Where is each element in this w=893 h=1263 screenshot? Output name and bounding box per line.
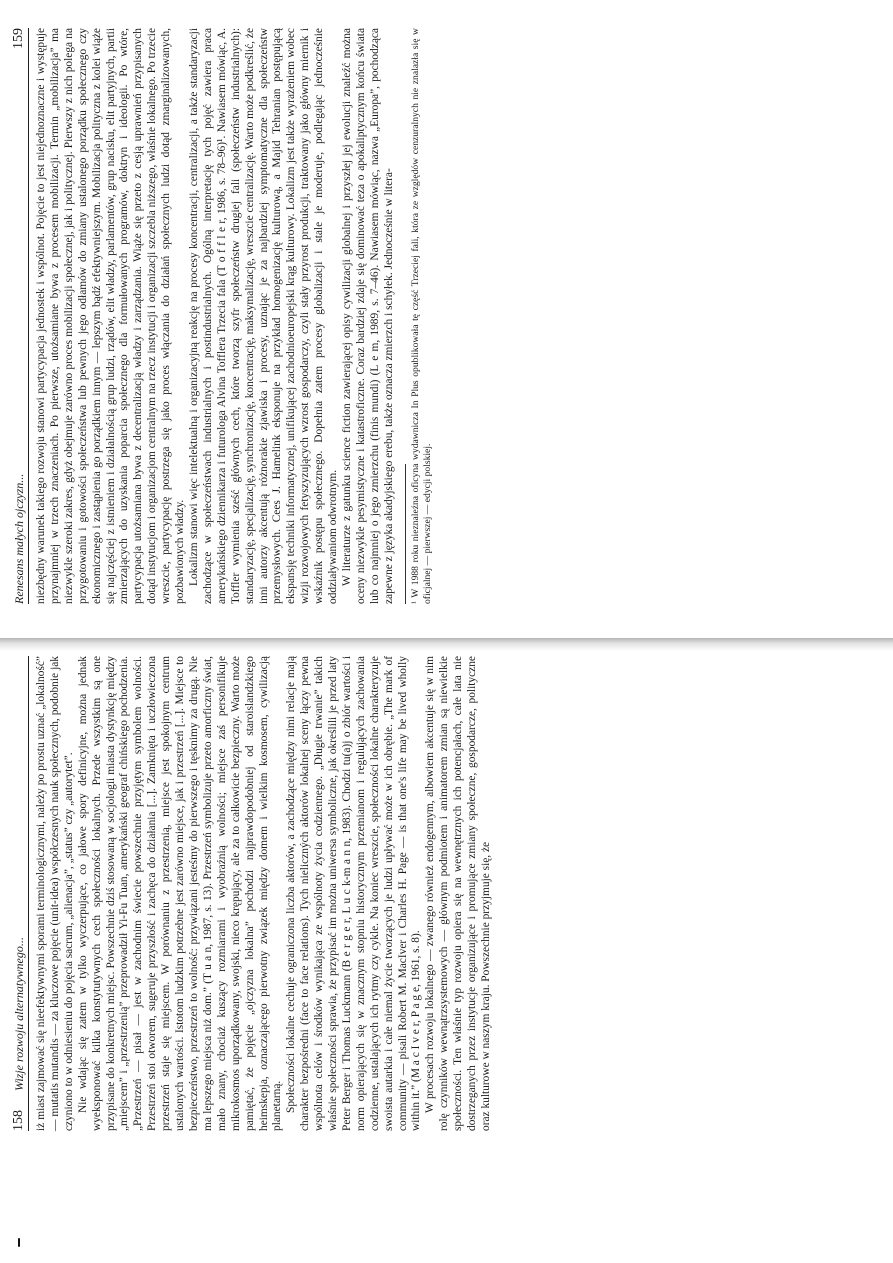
left-running-head: Wizje rozwoju alternatywnego... [12, 937, 26, 1091]
footnote-rule [405, 464, 406, 604]
right-paragraph-2: Lokalizm stanowi więc intelektualną i organizacyjną reakcję na procesy koncentracji, centralizacji, a także standaryzacji zachodzące w społeczeństwach industrialnych i postindustrialnych. Ogólną interpretację tych pojęć zawiera praca amerykańskiego dziennikarza i futurologa Alvina Tofflera Trzecia fala (T o f f l e r, 1986, s. 78–96)¹. Nawiasem mówiąc, A. Toffler wymienia sześć głównych cech, które tworzą szyfr społeczeństw drugiej fali (społeczeństw industrialnych): standaryzację, specjalizację, synchronizację, koncentrację, maksymalizację, wreszcie centralizację. Warto może podkreślić, że inni autorzy akcentują różnorakie zjawiska i procesy, uznając je za najbardziej symptomatyczne dla społeczeństw przemysłowych. Cees J. Hamelink eksponuje na przykład homogenizację kulturową, a Majid Tehranian postępującą ekspansję techniki informatycznej, unifikującej zachodnioeuropejski krąg kulturowy. Lokalizm jest także wyrażeniem wobec wizji rozwojowych fetyszyzujących wzrost gospodarczy, czyli stały przyrost produkcji, traktowany jako główny miernik i wskaźnik postępu społecznego. Dopełnia zatem procesy globalizacji i stale je moderuje, podlegając jednocześnie oddziaływaniom odwrotnym. [187, 28, 340, 604]
right-paragraph-3: W literaturze z gatunku science fiction zawierającej opisy cywilizacji globalnej i przyszłej jej ewolucji znaleźć można oceny niezwykle pesymistyczne i katastroficzne. Coraz bardziej zdaje się dominować teza o apokaliptycznym końcu świata lub co najmniej o jego zmierzchu (finis mundi) (L e m, 1989, s. 7–46). Nawiasem mówiąc, nazwa „Europa”, pochodząca zapewne z języka akadyjskiego erebu, także oznacza zmierzch i schyłek. Jednocześnie w litera- [340, 28, 395, 604]
left-page [0, 638, 893, 1263]
left-page-number: 158 [11, 1110, 26, 1131]
left-paragraph-4: W procesach rozwoju lokalnego — zwanego również endogennym, albowiem akcentuje się w nim rolę czynników wewnątrzsystemowych — głównym podmiotem i animatorem zmian są niewielkie społeczności. Ten właśnie typ rozwoju opiera się na wewnętrznych ich potencjałach, całe lata nie dostrzeganych przez instytucje organizujące i promujące zmiany społeczne, gospodarcze, polityczne oraz kulturowe w naszym kraju. Powszechnie przyjmuje się, że [424, 656, 492, 1131]
right-page-header [10, 28, 29, 604]
right-running-head: Renesans małych ojczyzn... [12, 473, 26, 604]
left-paragraph-3: Społeczności lokalne cechuje ograniczona liczba aktorów, a zachodzące między nimi relacje mają charakter bezpośredni (face to face relations). Tych nieliczných aktorów lokalnej sceny łączy pewna wspólnota celów i środków wynikająca ze wspólnoty życia codziennego. „Długie trwanie” takich właśnie społeczności sprawia, że przypisać im można uniwersa symboliczne, jak określili je przed laty Peter Berger i Thomas Luckmann (B e r g e r, L u c k-m a n n, 1983). Chodzi tu(a)j o zbiór wartości i norm opierających się w znacznym stopniu historycznym przemianom i regulujących zachowania codzienne, ustalających ich rytmy czy cykle. Na koniec wreszcie, społeczności lokalne charakteryzuje swoista autarkia i całe niemal życie tworzących je ludzi upływać może w ich obrębie. „The mark of community — pisali Robert M. MacIver i Charles H. Page — is that one's life may be lived wholly within it.” (M a c I v e r, P a g e, 1961, s. 8). [285, 656, 423, 1131]
left-paragraph-2: Nie wdając się zatem w tylko wyczerpujące, co jałowe spory definicyjne, można jednak wyeksponować kilka konstytutywnych cech społeczności lokalnych. Przede wszystkim są one przypisane do konkretnych miejsc. Powszechnie dziś stosowaną w socjologii miasta dystynkcję między „miejscem” i „przestrzenią” przeprowadził Yi-Fu Tuan, amerykański geograf chińskiego pochodzenia. „Przestrzeń — pisał — jest w zachodnim świecie powszechnie przyjętym symbolem wolności. Przestrzeń stoi otworem, sugeruje przyszłość i zachęca do działania [...]. Zamknięta i uczłowieczona przestrzeń staje się miejscem. W porównaniu z przestrzenią, miejsce jest spokojnym centrum ustalonych wartości. Istotom ludzkim potrzebne jest zarówno miejsce, jak i przestrzeń [...]. Miejsce to bezpieczeństwo, przestrzeń to wolność: przywiązani jesteśmy do pierwszego i tęsknimy za drugą. Nie ma lepszego miejsca niż dom.” (T u a n, 1987, s. 13). Przestrzeń symbolizuje przeto amorficzny świat, mało znany, chociaż kuszący rozmiarami i wyobraźnią wolności; miejsce zaś personifikuje mikrokosmos uporządkowany, swojski, nieco krępujący, ale za to całkowicie bezpieczny. Warto może pamiętać, że pojęcie „ojczyzna lokalna” pochodzi najprawdopodobniej od staroislandzkiego heimskepja, oznaczającego pierwotny związek między domem i wielkim kosmosem, cywilizacją planetarną. [76, 656, 284, 1131]
right-page-number: 159 [11, 28, 26, 49]
left-page-header [10, 656, 29, 1131]
scan-speck [18, 1238, 20, 1247]
footnote: ¹ W 1988 roku nieznaleźna oficyna wydawnicza In Plus opublikowała tę część Trzeciej fali, która ze względów cenzuralnych nie znalazła się w oficjalnej — pierwszej — edycji polskiej. [409, 28, 433, 604]
right-paragraph-1: niezbędny warunek takiego rozwoju stanowi partycypacja jednostek i wspólnot. Pojęcie to jest niejednoznaczne i występuje przynajmniej w trzech znaczeniach. Po pierwsze, utożsamiane bywa z procesem mobilizacji. Termin „mobilizacja” ma niezwykle szeroki zakres, gdyż obejmuje zarówno proces mobilizacji społecznej, jak i politycznej. Pierwszy z nich polega na przygotowaniu i gotowości społeczeństwa lub pewnych jego odłamów do zmiany ustalonego porządku społecznego czy ekonomicznego i zastąpienia go porządkiem innym — lepszym bądź efektywniejszym. Mobilizacja polityczna z kolei wiąże się najczęściej z istnieniem i działalnością grup ludzi, rządów, elit władzy, parlamentów, grup nacisku, elit partyjnych, partii zmierzających do uzyskania poparcia społecznego dla formułowanych programów, doktryn i ideologii. Po wtóre, partycypacja utożsamiana bywa z decentralizacją władzy i zarządzania. Wiąże się przeto z cesją uprawnień przypisanych dotąd instytucjom i organizacjom centralnym na rzecz instytucji i organizacji szczebla niższego, właśnie lokalnego. Po trzecie wreszcie, partycypację postrzega się jako proces włączania do działań społecznych ludzi dotąd zmarginalizowanych, pozbawionych władzy. [35, 28, 187, 604]
left-paragraph-1: iż miast zajmować się nieefektywnymi sporami terminologicznymi, należy po prostu uznać „lokalność” — mutatis mutandis — za kluczowe pojęcie (unit-idea) współczesnych nauk społecznych, podobnie jak czyniono to w odniesieniu do pojęcia sacrum, „alienacja”, „status” czy „autorytet”. [35, 656, 75, 1131]
